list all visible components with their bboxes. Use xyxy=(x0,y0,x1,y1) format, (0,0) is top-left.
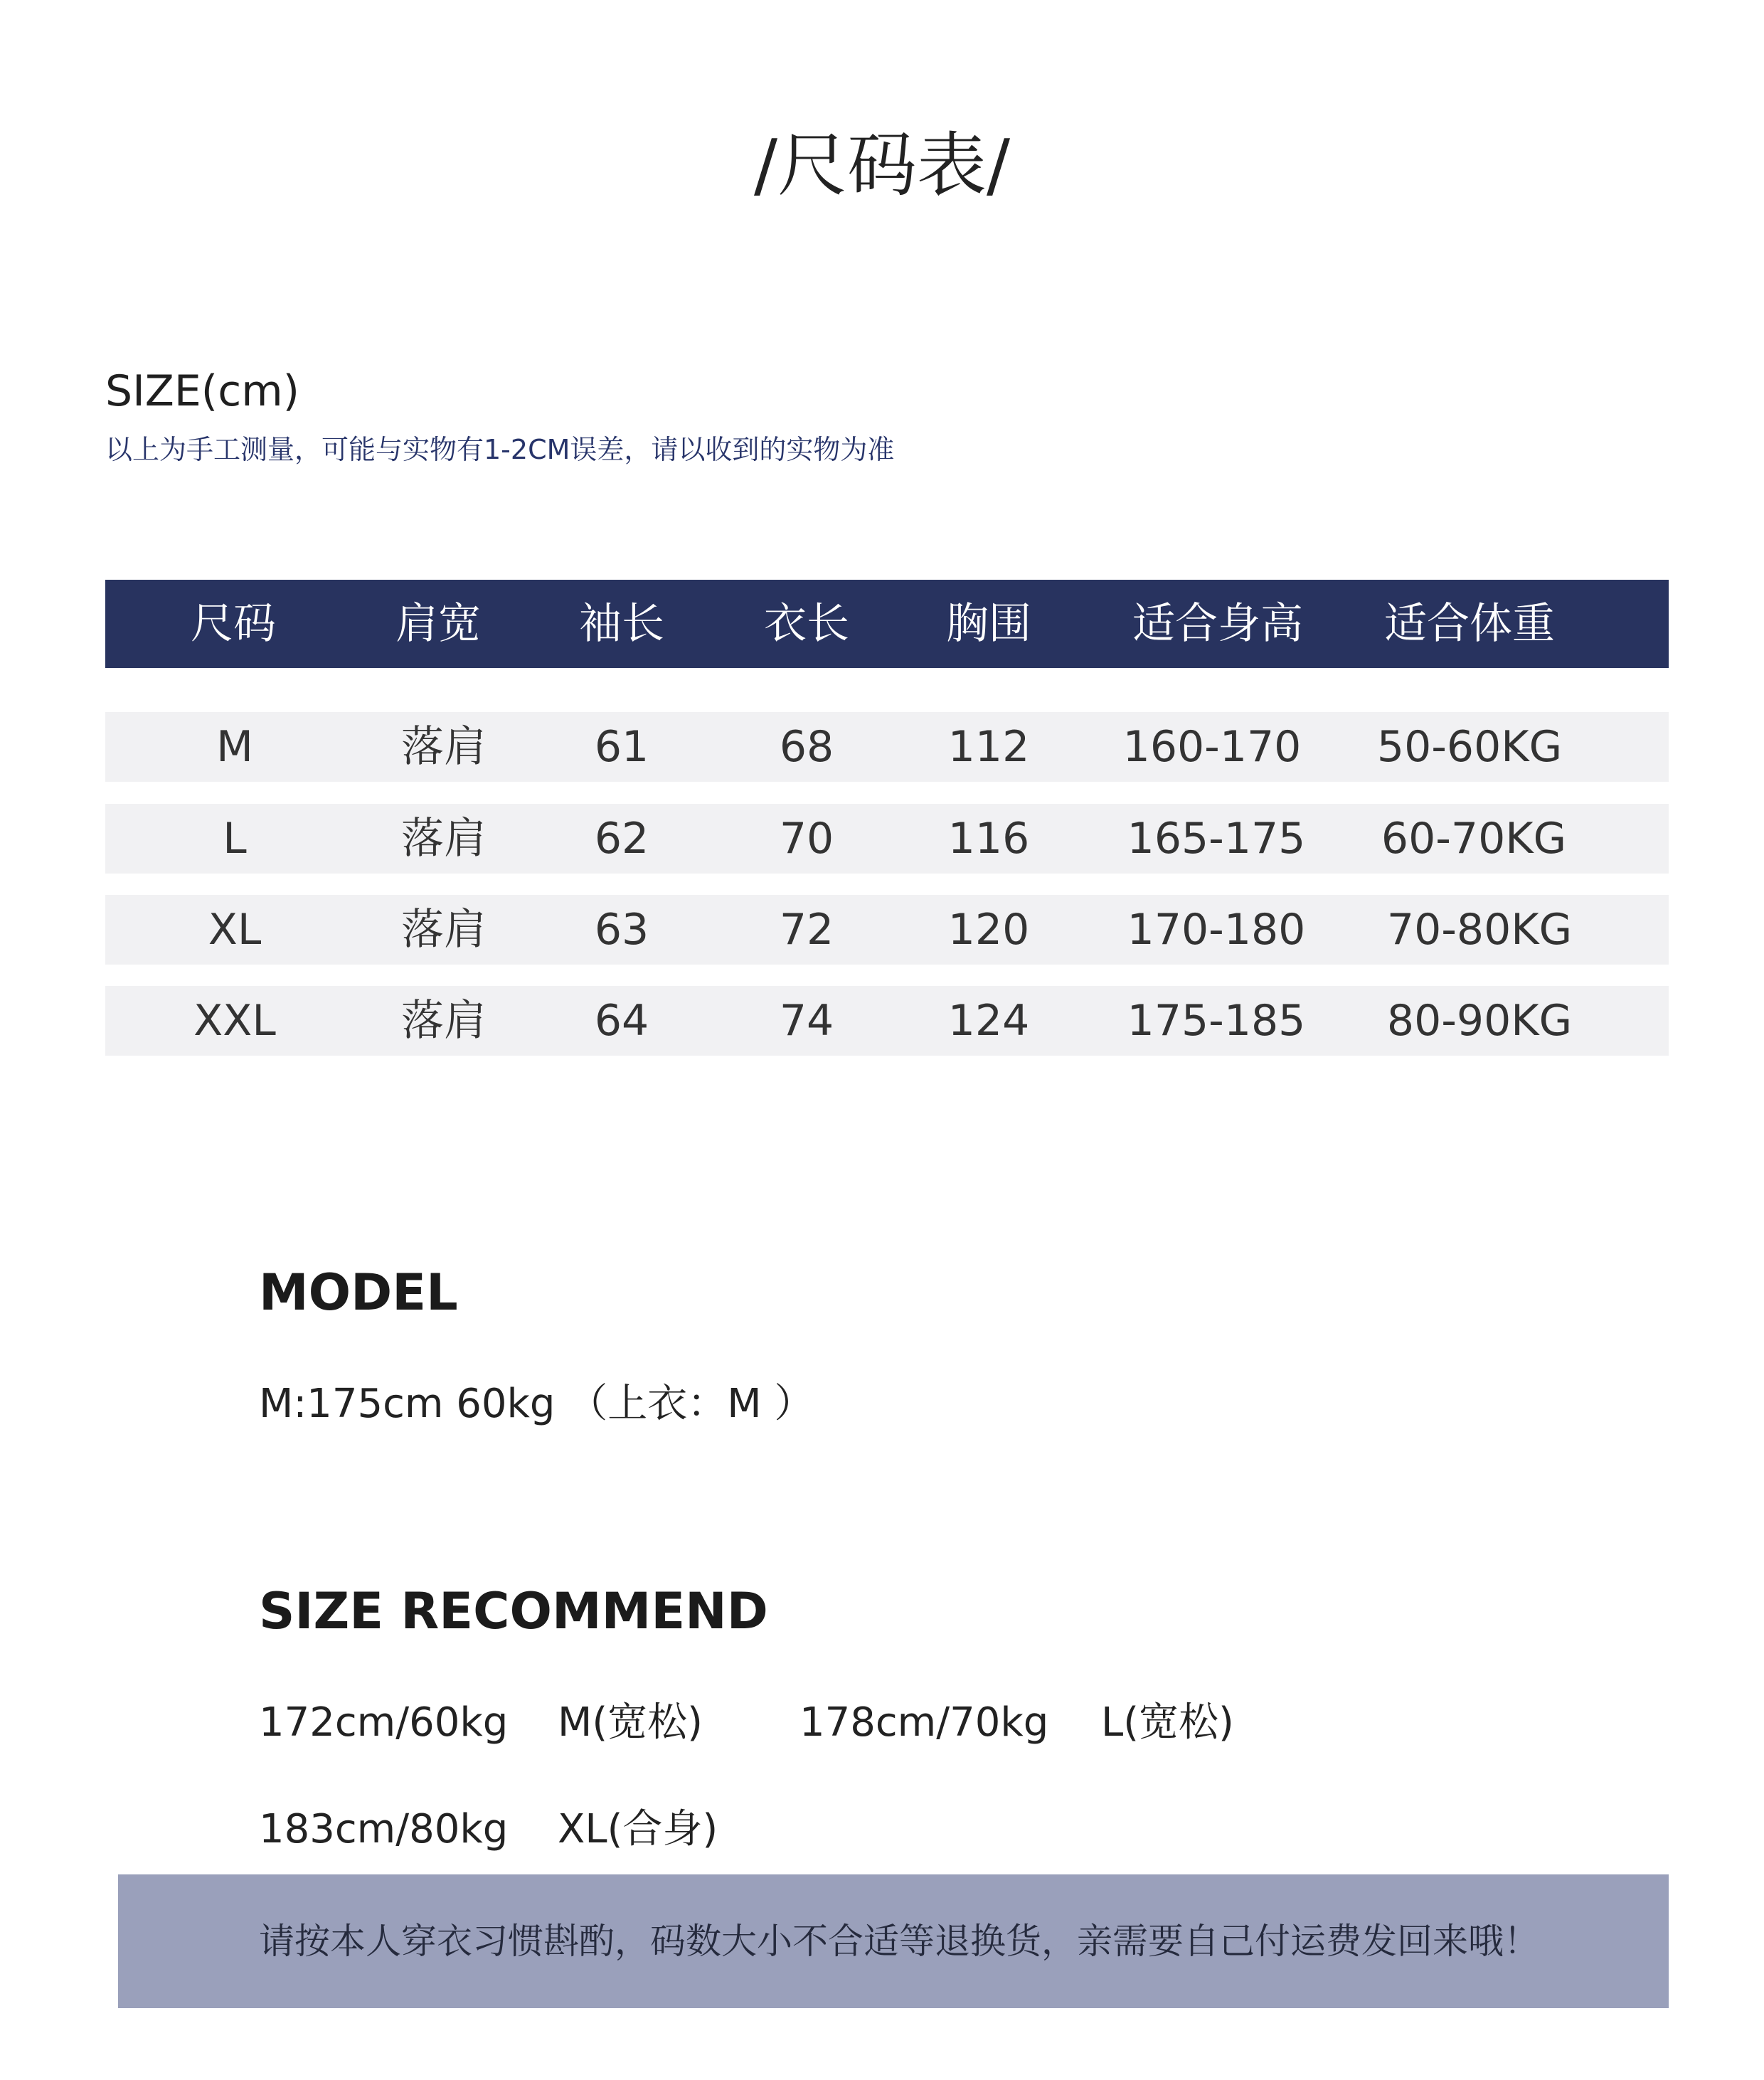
cell-length: 68 xyxy=(779,722,834,772)
recommend-body-2: 178cm/70kg xyxy=(799,1699,1049,1746)
header-sleeve: 袖长 xyxy=(579,599,664,649)
cell-height: 160-170 xyxy=(1122,722,1302,772)
cell-chest: 120 xyxy=(947,905,1030,955)
page-title: /尺码表/ xyxy=(753,125,1011,206)
cell-size: XXL xyxy=(193,996,276,1046)
recommend-title: SIZE RECOMMEND xyxy=(259,1582,768,1640)
header-height: 适合身高 xyxy=(1132,599,1303,649)
cell-height: 170-180 xyxy=(1127,905,1306,955)
cell-weight: 70-80KG xyxy=(1386,905,1573,955)
cell-chest: 116 xyxy=(947,814,1030,864)
table-row xyxy=(105,895,1669,965)
recommend-size-1: M(宽松) xyxy=(558,1699,703,1746)
cell-sleeve: 63 xyxy=(594,905,649,955)
table-row xyxy=(105,712,1669,782)
header-length: 衣长 xyxy=(764,599,849,649)
notice-text: 请按本人穿衣习惯斟酌，码数大小不合适等退换货，亲需要自己付运费发回来哦！ xyxy=(259,1921,1539,1962)
cell-sleeve: 62 xyxy=(594,814,649,864)
cell-shoulder: 落肩 xyxy=(401,722,487,772)
table-row xyxy=(105,986,1669,1056)
header-weight: 适合体重 xyxy=(1384,599,1555,649)
cell-length: 74 xyxy=(779,996,834,1046)
recommend-body-1: 172cm/60kg xyxy=(259,1699,509,1746)
cell-length: 70 xyxy=(779,814,834,864)
cell-size: L xyxy=(223,814,247,864)
cell-shoulder: 落肩 xyxy=(401,996,487,1046)
cell-height: 175-185 xyxy=(1127,996,1306,1046)
cell-size: XL xyxy=(208,905,262,955)
recommend-size-2: L(宽松) xyxy=(1101,1699,1234,1746)
cell-height: 165-175 xyxy=(1127,814,1306,864)
cell-sleeve: 61 xyxy=(594,722,649,772)
cell-sleeve: 64 xyxy=(594,996,649,1046)
model-info: M:175cm 60kg （上衣：M ） xyxy=(259,1381,814,1427)
cell-shoulder: 落肩 xyxy=(401,905,487,955)
model-title: MODEL xyxy=(259,1263,458,1322)
header-shoulder: 肩宽 xyxy=(395,599,481,649)
cell-weight: 80-90KG xyxy=(1386,996,1573,1046)
cell-chest: 124 xyxy=(947,996,1030,1046)
cell-weight: 50-60KG xyxy=(1376,722,1563,772)
header-size: 尺码 xyxy=(191,599,276,649)
recommend-body-3: 183cm/80kg xyxy=(259,1806,509,1852)
cell-length: 72 xyxy=(779,905,834,955)
cell-chest: 112 xyxy=(947,722,1030,772)
size-table-header xyxy=(105,580,1669,668)
cell-shoulder: 落肩 xyxy=(401,814,487,864)
notice-bar xyxy=(118,1874,1669,2008)
size-heading: SIZE(cm) xyxy=(105,366,300,416)
cell-size: M xyxy=(216,722,253,772)
recommend-size-3: XL(合身) xyxy=(558,1806,718,1852)
measurement-note: 以上为手工测量，可能与实物有1-2CM误差，请以收到的实物为准 xyxy=(105,434,895,465)
header-chest: 胸围 xyxy=(946,599,1031,649)
cell-weight: 60-70KG xyxy=(1381,814,1567,864)
table-row xyxy=(105,804,1669,874)
